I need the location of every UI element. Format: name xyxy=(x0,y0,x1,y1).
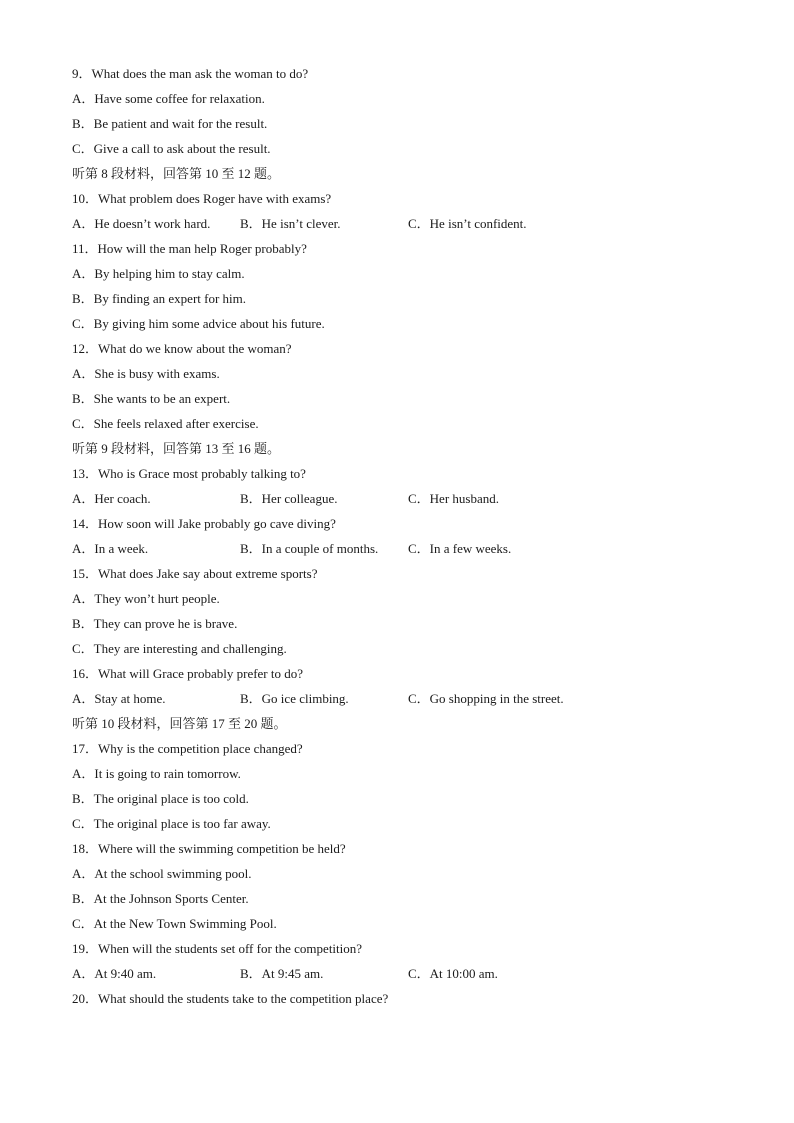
answer-option: A．In a week. xyxy=(72,541,149,556)
answer-option: A．Stay at home. xyxy=(72,691,166,706)
answer-option: B．By finding an expert for him. xyxy=(72,291,247,306)
answer-option: B．In a couple of months. xyxy=(240,541,379,556)
answer-option: A．Have some coffee for relaxation. xyxy=(72,91,265,106)
answer-option: C．He isn’t confident. xyxy=(408,216,527,231)
question-text: 9．What does the man ask the woman to do? xyxy=(72,66,309,81)
answer-option: C．She feels relaxed after exercise. xyxy=(72,416,259,431)
question-text: 18．Where will the swimming competition be held? xyxy=(72,841,346,856)
answer-option: A．At 9:40 am. xyxy=(72,966,157,981)
answer-option: A．They won’t hurt people. xyxy=(72,591,220,606)
answer-option: A．Her coach. xyxy=(72,491,151,506)
question-text: 17．Why is the competition place changed? xyxy=(72,741,303,756)
question-text: 20．What should the students take to the competition place? xyxy=(72,991,389,1006)
answer-option: B．At 9:45 am. xyxy=(240,966,324,981)
answer-options-row xyxy=(72,686,722,711)
question-text: 14．How soon will Jake probably go cave diving? xyxy=(72,516,336,531)
answer-option: A．By helping him to stay calm. xyxy=(72,266,245,281)
answer-option: B．They can prove he is brave. xyxy=(72,616,238,631)
answer-options-row xyxy=(72,536,722,561)
answer-option: C．At 10:00 am. xyxy=(408,966,498,981)
answer-option: B．Her colleague. xyxy=(240,491,338,506)
answer-options-row xyxy=(72,211,722,236)
question-text: 12．What do we know about the woman? xyxy=(72,341,292,356)
answer-option: C．By giving him some advice about his future. xyxy=(72,316,325,331)
exam-page xyxy=(72,61,722,1011)
section-instruction: 听第 8 段材料，回答第 10 至 12 题。 xyxy=(72,166,281,181)
answer-option: B．She wants to be an expert. xyxy=(72,391,231,406)
question-text: 15．What does Jake say about extreme sports? xyxy=(72,566,318,581)
answer-option: A．She is busy with exams. xyxy=(72,366,220,381)
answer-option: A．He doesn’t work hard. xyxy=(72,216,211,231)
answer-option: B．The original place is too cold. xyxy=(72,791,249,806)
answer-option: C．In a few weeks. xyxy=(408,541,512,556)
answer-option: B．Be patient and wait for the result. xyxy=(72,116,268,131)
answer-option: C．They are interesting and challenging. xyxy=(72,641,287,656)
answer-option: B．Go ice climbing. xyxy=(240,691,349,706)
answer-option: B．He isn’t clever. xyxy=(240,216,341,231)
section-instruction: 听第 9 段材料，回答第 13 至 16 题。 xyxy=(72,441,281,456)
question-text: 13．Who is Grace most probably talking to? xyxy=(72,466,306,481)
answer-option: C．Her husband. xyxy=(408,491,499,506)
answer-options-row xyxy=(72,961,722,986)
answer-option: C．Give a call to ask about the result. xyxy=(72,141,271,156)
answer-option: C．Go shopping in the street. xyxy=(408,691,564,706)
answer-options-row xyxy=(72,486,722,511)
question-text: 10．What problem does Roger have with exams? xyxy=(72,191,332,206)
answer-option: A．It is going to rain tomorrow. xyxy=(72,766,241,781)
answer-option: C．The original place is too far away. xyxy=(72,816,271,831)
section-instruction: 听第 10 段材料，回答第 17 至 20 题。 xyxy=(72,716,287,731)
answer-option: A．At the school swimming pool. xyxy=(72,866,252,881)
question-text: 16．What will Grace probably prefer to do? xyxy=(72,666,304,681)
question-text: 11．How will the man help Roger probably? xyxy=(72,241,307,256)
answer-option: B．At the Johnson Sports Center. xyxy=(72,891,249,906)
answer-option: C．At the New Town Swimming Pool. xyxy=(72,916,277,931)
question-text: 19．When will the students set off for the competition? xyxy=(72,941,363,956)
